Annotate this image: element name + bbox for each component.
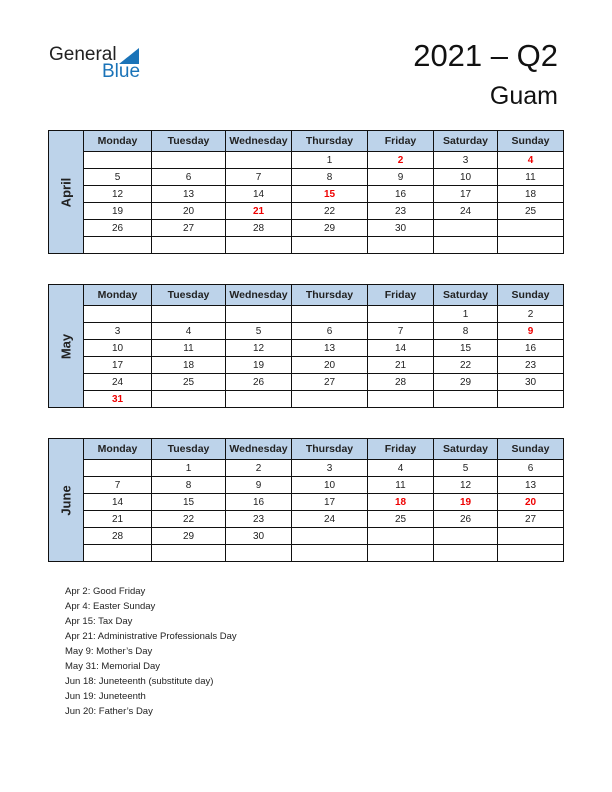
date-cell: 5 <box>434 460 498 477</box>
date-cell: 18 <box>152 357 226 374</box>
date-cell: 25 <box>368 511 434 528</box>
date-cell: 24 <box>434 203 498 220</box>
date-cell: 9 <box>368 169 434 186</box>
date-cell <box>292 306 368 323</box>
date-cell: 18 <box>368 494 434 511</box>
date-cell <box>226 152 292 169</box>
day-header: Sunday <box>498 439 564 460</box>
date-cell: 25 <box>498 203 564 220</box>
date-cell: 2 <box>226 460 292 477</box>
calendar-may <box>48 284 564 408</box>
date-cell: 10 <box>434 169 498 186</box>
logo-general: General <box>49 44 117 65</box>
date-cell: 9 <box>226 477 292 494</box>
holiday-item: Apr 2: Good Friday <box>65 586 146 597</box>
date-cell <box>226 306 292 323</box>
date-cell: 5 <box>84 169 152 186</box>
date-cell: 20 <box>292 357 368 374</box>
date-cell <box>368 545 434 562</box>
date-cell: 29 <box>152 528 226 545</box>
date-cell <box>434 545 498 562</box>
date-cell: 17 <box>292 494 368 511</box>
date-cell: 17 <box>434 186 498 203</box>
date-cell: 27 <box>498 511 564 528</box>
date-cell: 21 <box>226 203 292 220</box>
date-cell: 14 <box>368 340 434 357</box>
day-header: Wednesday <box>226 285 292 306</box>
date-cell: 20 <box>498 494 564 511</box>
date-cell <box>434 528 498 545</box>
week-row <box>49 477 564 494</box>
date-cell: 7 <box>226 169 292 186</box>
date-cell: 29 <box>434 374 498 391</box>
date-cell: 19 <box>226 357 292 374</box>
date-cell: 4 <box>498 152 564 169</box>
date-cell: 27 <box>152 220 226 237</box>
week-row <box>49 220 564 237</box>
day-header: Monday <box>84 439 152 460</box>
date-cell <box>84 545 152 562</box>
week-row <box>49 357 564 374</box>
week-row <box>49 152 564 169</box>
date-cell <box>368 237 434 254</box>
date-cell: 26 <box>84 220 152 237</box>
date-cell: 16 <box>368 186 434 203</box>
date-cell: 21 <box>84 511 152 528</box>
day-header: Saturday <box>434 131 498 152</box>
date-cell: 4 <box>368 460 434 477</box>
date-cell: 17 <box>84 357 152 374</box>
week-row <box>49 391 564 408</box>
week-row <box>49 323 564 340</box>
date-cell: 3 <box>292 460 368 477</box>
date-cell: 30 <box>226 528 292 545</box>
page-title: 2021 – Q2 <box>413 38 558 73</box>
date-cell: 22 <box>152 511 226 528</box>
day-header: Thursday <box>292 131 368 152</box>
date-cell: 24 <box>84 374 152 391</box>
date-cell <box>152 237 226 254</box>
date-cell: 30 <box>368 220 434 237</box>
holiday-item: Jun 18: Juneteenth (substitute day) <box>65 676 214 687</box>
date-cell: 23 <box>368 203 434 220</box>
day-header: Wednesday <box>226 131 292 152</box>
holiday-item: Apr 4: Easter Sunday <box>65 601 156 612</box>
day-header: Monday <box>84 285 152 306</box>
date-cell: 16 <box>498 340 564 357</box>
week-row <box>49 528 564 545</box>
date-cell <box>226 545 292 562</box>
date-cell: 14 <box>84 494 152 511</box>
date-cell: 25 <box>152 374 226 391</box>
date-cell <box>292 528 368 545</box>
date-cell: 24 <box>292 511 368 528</box>
date-cell <box>152 391 226 408</box>
week-row <box>49 237 564 254</box>
date-cell: 10 <box>292 477 368 494</box>
holiday-item: Apr 15: Tax Day <box>65 616 133 627</box>
day-header: Monday <box>84 131 152 152</box>
date-cell: 16 <box>226 494 292 511</box>
week-row <box>49 374 564 391</box>
week-row <box>49 340 564 357</box>
date-cell: 21 <box>368 357 434 374</box>
month-label: June <box>49 439 84 562</box>
date-cell: 13 <box>292 340 368 357</box>
calendar-june <box>48 438 564 562</box>
date-cell: 14 <box>226 186 292 203</box>
date-cell <box>226 237 292 254</box>
date-cell: 12 <box>434 477 498 494</box>
date-cell <box>84 152 152 169</box>
date-cell <box>152 306 226 323</box>
month-label: April <box>49 131 84 254</box>
date-cell: 6 <box>292 323 368 340</box>
date-cell: 15 <box>152 494 226 511</box>
date-cell <box>84 306 152 323</box>
date-cell <box>498 545 564 562</box>
date-cell: 22 <box>292 203 368 220</box>
day-header: Sunday <box>498 131 564 152</box>
date-cell: 8 <box>292 169 368 186</box>
month-label: May <box>49 285 84 408</box>
date-cell <box>368 528 434 545</box>
date-cell <box>292 391 368 408</box>
date-cell: 20 <box>152 203 226 220</box>
date-cell <box>434 391 498 408</box>
date-cell: 1 <box>292 152 368 169</box>
day-header: Saturday <box>434 439 498 460</box>
date-cell: 22 <box>434 357 498 374</box>
date-cell <box>498 528 564 545</box>
week-row <box>49 203 564 220</box>
date-cell: 26 <box>226 374 292 391</box>
day-header: Tuesday <box>152 131 226 152</box>
date-cell: 7 <box>368 323 434 340</box>
date-cell <box>292 545 368 562</box>
date-cell: 8 <box>434 323 498 340</box>
date-cell: 27 <box>292 374 368 391</box>
date-cell: 1 <box>152 460 226 477</box>
holiday-item: May 31: Memorial Day <box>65 661 161 672</box>
date-cell: 3 <box>84 323 152 340</box>
country-name: Guam <box>489 82 558 110</box>
week-row <box>49 306 564 323</box>
date-cell <box>84 237 152 254</box>
date-cell: 28 <box>226 220 292 237</box>
date-cell: 7 <box>84 477 152 494</box>
date-cell: 12 <box>226 340 292 357</box>
date-cell: 26 <box>434 511 498 528</box>
day-header: Thursday <box>292 439 368 460</box>
date-cell <box>498 220 564 237</box>
date-cell <box>434 220 498 237</box>
date-cell <box>152 152 226 169</box>
date-cell: 18 <box>498 186 564 203</box>
date-cell: 29 <box>292 220 368 237</box>
week-row <box>49 511 564 528</box>
date-cell: 11 <box>152 340 226 357</box>
week-row <box>49 460 564 477</box>
date-cell: 15 <box>292 186 368 203</box>
date-cell <box>84 460 152 477</box>
date-cell: 28 <box>368 374 434 391</box>
date-cell: 31 <box>84 391 152 408</box>
date-cell: 6 <box>498 460 564 477</box>
week-row <box>49 494 564 511</box>
week-row <box>49 186 564 203</box>
day-header: Tuesday <box>152 439 226 460</box>
day-header: Thursday <box>292 285 368 306</box>
date-cell <box>226 391 292 408</box>
date-cell: 30 <box>498 374 564 391</box>
week-row <box>49 169 564 186</box>
holiday-list <box>65 584 237 719</box>
date-cell: 9 <box>498 323 564 340</box>
day-header: Sunday <box>498 285 564 306</box>
calendar-april <box>48 130 564 254</box>
date-cell: 6 <box>152 169 226 186</box>
date-cell <box>368 306 434 323</box>
date-cell: 13 <box>498 477 564 494</box>
week-row <box>49 545 564 562</box>
day-header: Saturday <box>434 285 498 306</box>
date-cell: 23 <box>226 511 292 528</box>
date-cell: 2 <box>498 306 564 323</box>
date-cell: 8 <box>152 477 226 494</box>
date-cell <box>292 237 368 254</box>
date-cell: 2 <box>368 152 434 169</box>
holiday-item: May 9: Mother’s Day <box>65 646 153 657</box>
day-header: Wednesday <box>226 439 292 460</box>
date-cell: 13 <box>152 186 226 203</box>
date-cell <box>498 237 564 254</box>
date-cell: 19 <box>434 494 498 511</box>
date-cell: 28 <box>84 528 152 545</box>
day-header: Friday <box>368 439 434 460</box>
date-cell: 12 <box>84 186 152 203</box>
date-cell: 4 <box>152 323 226 340</box>
date-cell: 1 <box>434 306 498 323</box>
day-header: Tuesday <box>152 285 226 306</box>
date-cell: 5 <box>226 323 292 340</box>
date-cell: 11 <box>368 477 434 494</box>
date-cell <box>152 545 226 562</box>
day-header: Friday <box>368 131 434 152</box>
holiday-item: Jun 20: Father’s Day <box>65 706 153 717</box>
date-cell: 11 <box>498 169 564 186</box>
holiday-item: Jun 19: Juneteenth <box>65 691 146 702</box>
date-cell <box>434 237 498 254</box>
date-cell: 19 <box>84 203 152 220</box>
logo-blue: Blue <box>102 61 141 82</box>
date-cell: 23 <box>498 357 564 374</box>
holiday-item: Apr 21: Administrative Professionals Day <box>65 631 237 642</box>
date-cell: 15 <box>434 340 498 357</box>
date-cell: 3 <box>434 152 498 169</box>
date-cell <box>498 391 564 408</box>
day-header: Friday <box>368 285 434 306</box>
date-cell: 10 <box>84 340 152 357</box>
date-cell <box>368 391 434 408</box>
